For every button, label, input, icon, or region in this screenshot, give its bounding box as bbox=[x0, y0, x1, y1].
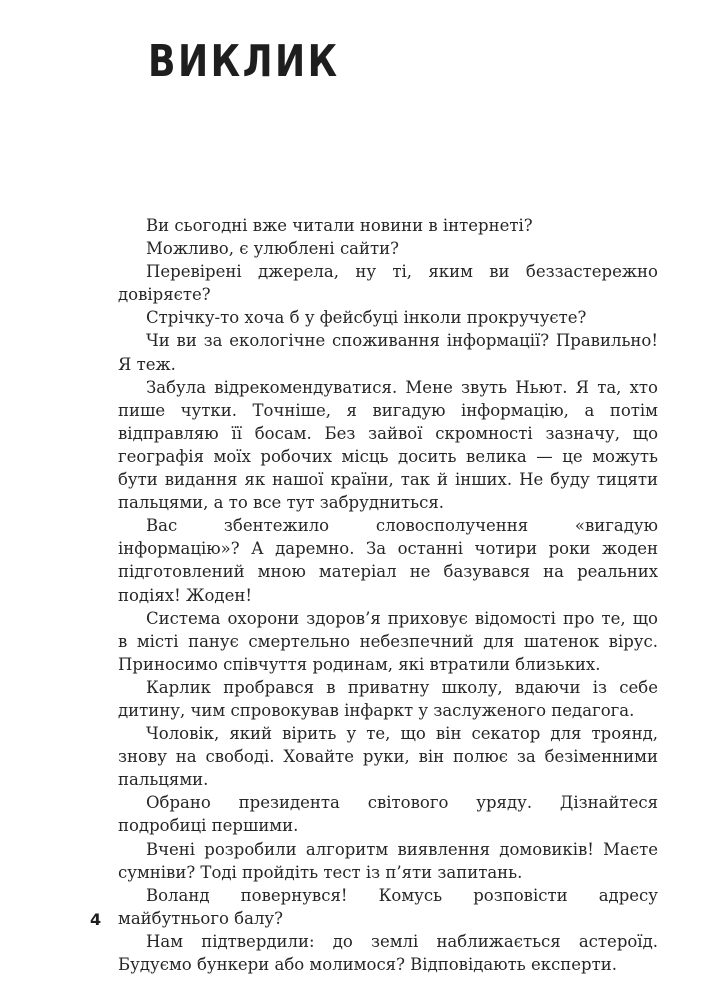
paragraph: Стрічку-то хоча б у фейсбуці інколи прокручуєте? bbox=[146, 308, 587, 328]
paragraph: Перевірені джерела, ну ті, яким ви беззастережно довіряєте? bbox=[118, 262, 658, 305]
paragraph: Нам підтвердили: до землі наближається астероїд. Будуємо бункери або молимося? Відповідають експерти. bbox=[118, 931, 658, 974]
paragraph: Ви сьогодні вже читали новини в інтернеті? bbox=[146, 216, 533, 235]
paragraph: Чи ви за екологічне споживання інформації? Правильно! Я теж. bbox=[118, 331, 658, 374]
paragraph: Забула відрекомендуватися. Мене звуть Ньют. Я та, хто пише чутки. Точніше, я вигадую інформацію, а потім відправляю її босам. Без зайвої скромності зазначу, що географія моїх робочих місць досить велика — це можуть бути видання як нашої країни, так й інших. Не буду тицяти пальцями, а то все тут забрудниться. bbox=[118, 377, 658, 513]
paragraph: Воланд повернувся! Комусь розповісти адресу майбутнього балу? bbox=[118, 885, 658, 928]
page-number: 4 bbox=[90, 910, 102, 929]
chapter-title: ВИКЛИК bbox=[148, 36, 340, 87]
chapter-body bbox=[118, 214, 658, 976]
paragraph: Карлик пробрався в приватну школу, вдаючи із себе дитину, чим спровокував інфаркт у заслуженого педагога. bbox=[118, 677, 658, 720]
paragraph: Система охорони здоров’я приховує відомості про те, що в місті панує смертельно небезпечний для шатенок вірус. Приносимо співчуття родинам, які втратили близьких. bbox=[118, 608, 658, 674]
paragraph: Можливо, є улюблені сайти? bbox=[146, 239, 399, 259]
paragraph: Вас збентежило словосполучення «вигадую інформацію»? А даремно. За останні чотири роки жоден підготовлений мною матеріал не базувався на реальних подіях! Жоден! bbox=[118, 516, 658, 605]
paragraph: Обрано президента світового уряду. Дізнайтеся подробиці першими. bbox=[118, 793, 658, 836]
paragraph: Чоловік, який вірить у те, що він секатор для троянд, знову на свободі. Ховайте руки, він полює за безіменними пальцями. bbox=[118, 724, 658, 790]
paragraph: Вчені розробили алгоритм виявлення домовиків! Маєте сумніви? Тоді пройдіть тест із п’яти запитань. bbox=[118, 839, 658, 882]
